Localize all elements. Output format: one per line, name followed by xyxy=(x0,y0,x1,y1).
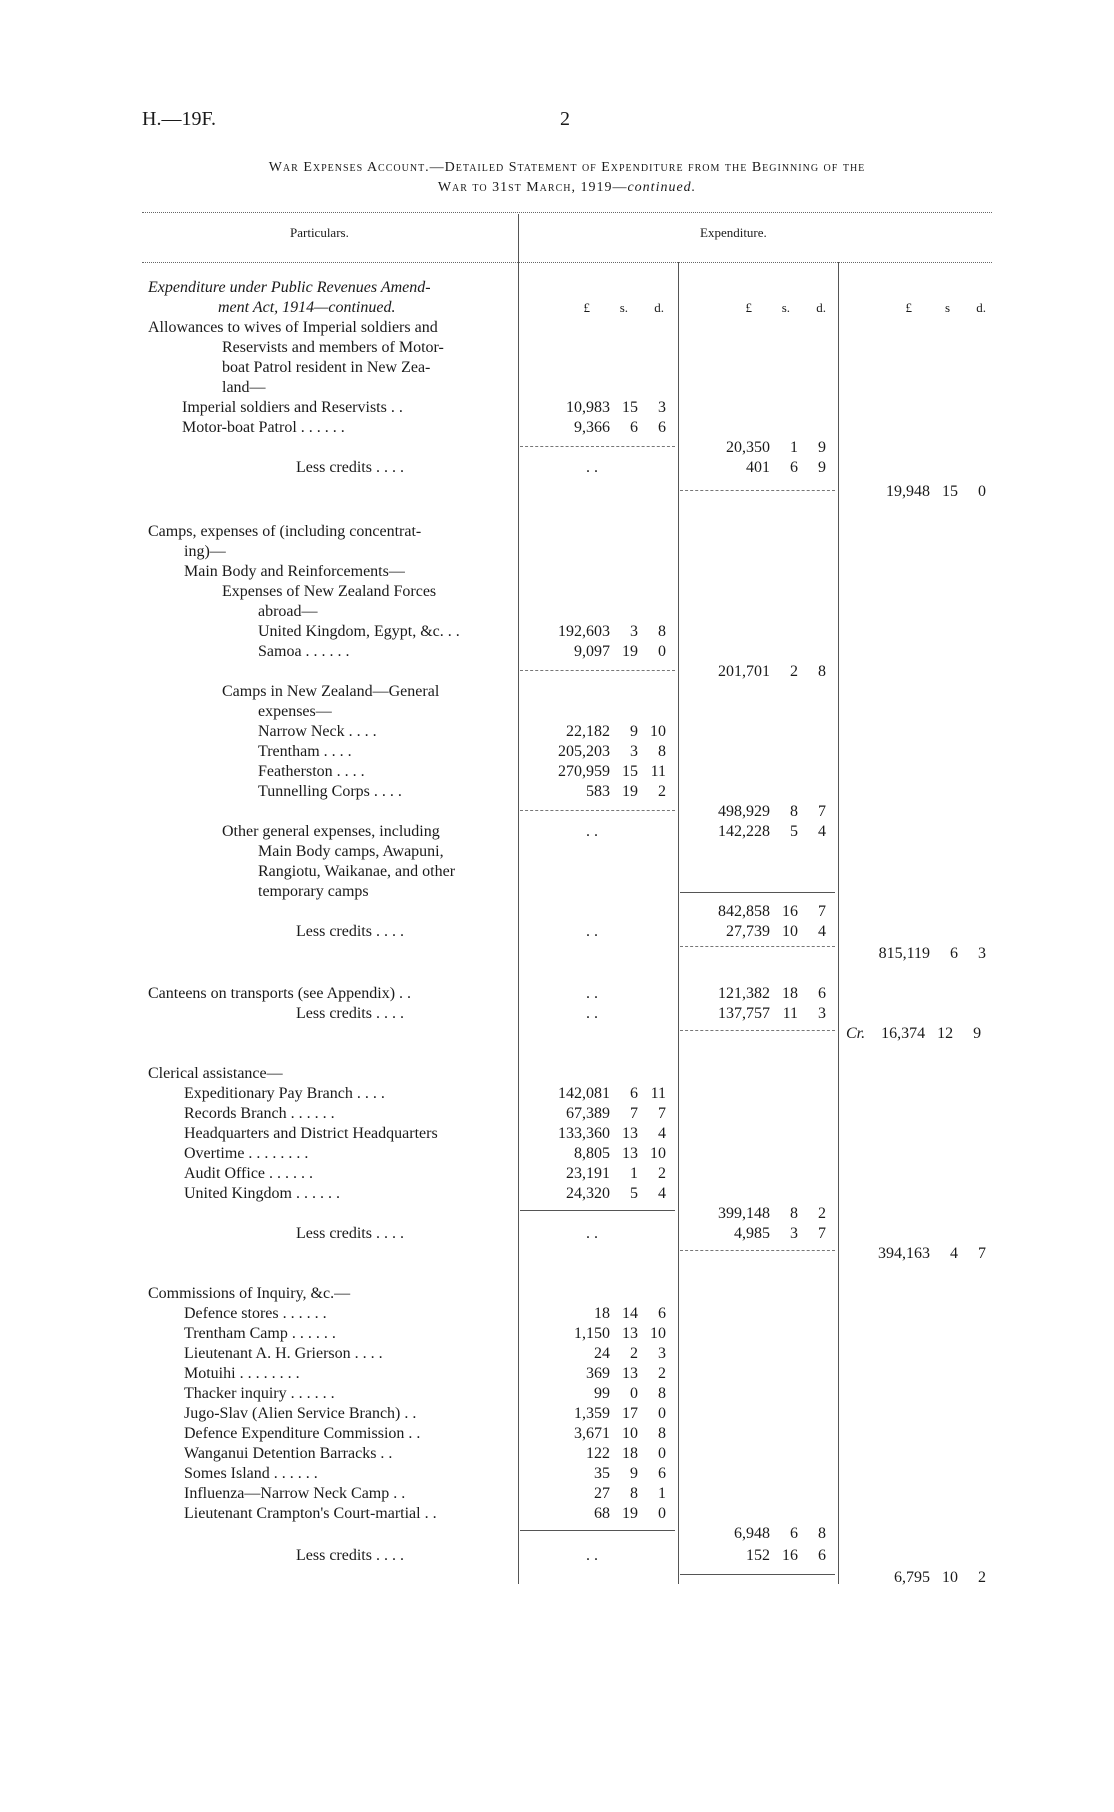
pence: 8 xyxy=(658,1385,666,1402)
item-label: expenses— xyxy=(258,703,332,720)
pounds: 270,959 xyxy=(558,763,610,780)
title-continued: continued. xyxy=(627,180,697,195)
amount xyxy=(530,1404,666,1424)
subtotal-rule xyxy=(680,1250,835,1251)
pence: 0 xyxy=(658,1405,666,1422)
subtotal-rule xyxy=(680,490,835,491)
item-label: Somes Island . . . . . . xyxy=(184,1465,318,1482)
pounds: 401 xyxy=(746,459,770,476)
pounds: 394,163 xyxy=(878,1245,930,1262)
pence: 6 xyxy=(658,419,666,436)
amount xyxy=(530,1124,666,1144)
pounds: 10,983 xyxy=(566,399,610,416)
shillings: 0 xyxy=(630,1385,638,1402)
pence-label: d. xyxy=(654,300,664,315)
pence: 11 xyxy=(650,763,666,780)
pence: 8 xyxy=(658,1425,666,1442)
pound-label: £ xyxy=(905,300,912,315)
pence: 9 xyxy=(818,459,826,476)
pence: 6 xyxy=(658,1305,666,1322)
amount xyxy=(530,1164,666,1184)
pence: 2 xyxy=(658,1365,666,1382)
pounds: 6,948 xyxy=(734,1525,770,1542)
amount xyxy=(690,662,826,682)
amount xyxy=(530,1084,666,1104)
amount xyxy=(530,622,666,642)
page-number: 2 xyxy=(560,108,570,130)
item-label: boat Patrol resident in New Zea- xyxy=(222,359,431,376)
amount xyxy=(690,902,826,922)
pence-label: d. xyxy=(976,300,986,315)
page-title xyxy=(142,158,992,198)
currency-header-col2 xyxy=(690,300,826,316)
pence: 6 xyxy=(658,1465,666,1482)
item-label: Lieutenant A. H. Grierson . . . . xyxy=(184,1345,383,1362)
net-amount xyxy=(850,1568,986,1588)
pence: 7 xyxy=(818,1225,826,1242)
pence-label: d. xyxy=(816,300,826,315)
shillings: 8 xyxy=(790,1205,798,1222)
item-label: Wanganui Detention Barracks . . xyxy=(184,1445,393,1462)
pounds: 192,603 xyxy=(558,623,610,640)
shillings: 19 xyxy=(622,1505,638,1522)
pounds: 201,701 xyxy=(718,663,770,680)
item-label: ing)— xyxy=(184,543,226,560)
pence: 3 xyxy=(658,1345,666,1362)
shillings: 13 xyxy=(622,1325,638,1342)
amount xyxy=(530,722,666,742)
section-heading: ment Act, 1914—continued. xyxy=(218,299,396,316)
subtotal-rule xyxy=(680,892,835,893)
column-divider-3 xyxy=(838,262,839,1584)
shillings: 15 xyxy=(622,763,638,780)
shillings: 19 xyxy=(622,783,638,800)
item-label: Featherston . . . . xyxy=(258,763,365,780)
net-amount xyxy=(850,482,986,502)
net-amount xyxy=(846,1024,981,1044)
pounds: 68 xyxy=(594,1505,610,1522)
pence: 10 xyxy=(650,1325,666,1342)
currency-header-col1 xyxy=(528,300,664,316)
amount xyxy=(690,1204,826,1224)
pence: 7 xyxy=(818,803,826,820)
less-credits-label: Less credits . . . . xyxy=(296,1225,404,1242)
pounds: 121,382 xyxy=(718,985,770,1002)
shillings: 12 xyxy=(937,1025,954,1042)
shillings: 6 xyxy=(630,1085,638,1102)
shillings: 15 xyxy=(942,483,958,500)
shillings: 4 xyxy=(950,1245,958,1262)
pounds: 20,350 xyxy=(726,439,770,456)
amount xyxy=(530,398,666,418)
shillings: 8 xyxy=(630,1485,638,1502)
table-top-rule xyxy=(142,212,992,213)
amount xyxy=(530,1504,666,1524)
pence: 10 xyxy=(650,723,666,740)
title-line-2 xyxy=(142,178,992,198)
empty-cell: . . xyxy=(586,823,598,840)
shillings: 16 xyxy=(782,903,798,920)
item-label: Influenza—Narrow Neck Camp . . xyxy=(184,1485,406,1502)
pounds: 4,985 xyxy=(734,1225,770,1242)
item-label: Trentham . . . . xyxy=(258,743,352,760)
item-label: United Kingdom . . . . . . xyxy=(184,1185,340,1202)
pounds: 152 xyxy=(746,1547,770,1564)
shillings: 10 xyxy=(622,1425,638,1442)
subtotal-rule xyxy=(520,446,675,447)
pounds: 22,182 xyxy=(566,723,610,740)
pounds: 8,805 xyxy=(574,1145,610,1162)
item-label: Rangiotu, Waikanae, and other xyxy=(258,863,456,880)
item-label: Jugo-Slav (Alien Service Branch) . . xyxy=(184,1405,417,1422)
shillings: 2 xyxy=(630,1345,638,1362)
pence: 0 xyxy=(978,483,986,500)
pence: 7 xyxy=(818,903,826,920)
shillings: 1 xyxy=(630,1165,638,1182)
pounds: 9,366 xyxy=(574,419,610,436)
amount xyxy=(530,1364,666,1384)
pounds: 24,320 xyxy=(566,1185,610,1202)
shillings: 18 xyxy=(782,985,798,1002)
empty-cell: . . xyxy=(586,923,598,940)
item-label: Overtime . . . . . . . . xyxy=(184,1145,309,1162)
shillings: 10 xyxy=(942,1569,958,1586)
pounds: 122 xyxy=(586,1445,610,1462)
pence: 6 xyxy=(818,1547,826,1564)
column-divider-1 xyxy=(518,214,519,1584)
empty-cell: . . xyxy=(586,1225,598,1242)
pence: 7 xyxy=(658,1105,666,1122)
subtotal-rule xyxy=(520,1210,675,1211)
subtotal-rule xyxy=(680,946,835,947)
pounds: 16,374 xyxy=(881,1025,926,1042)
item-label: Reservists and members of Motor- xyxy=(222,339,444,356)
pounds: 1,150 xyxy=(574,1325,610,1342)
amount xyxy=(530,418,666,438)
pounds: 815,119 xyxy=(878,945,930,962)
document-reference: H.—19F. xyxy=(142,108,216,130)
item-label: Expeditionary Pay Branch . . . . xyxy=(184,1085,385,1102)
item-label: Headquarters and District Headquarters xyxy=(184,1125,438,1142)
currency-header-col3 xyxy=(850,300,986,316)
shillings: 6 xyxy=(950,945,958,962)
subtotal-rule xyxy=(680,1574,835,1575)
item-label: Motuihi . . . . . . . . xyxy=(184,1365,300,1382)
amount xyxy=(690,438,826,458)
item-label: Samoa . . . . . . xyxy=(258,643,350,660)
less-credits-label: Less credits . . . . xyxy=(296,923,404,940)
item-label: Main Body camps, Awapuni, xyxy=(258,843,444,860)
less-credits-label: Less credits . . . . xyxy=(296,1005,404,1022)
pounds: 498,929 xyxy=(718,803,770,820)
title-line-1: War Expenses Account.—Detailed Statement of Expenditure from the Beginning of the xyxy=(268,160,866,175)
pence: 0 xyxy=(658,1445,666,1462)
amount xyxy=(530,1344,666,1364)
amount xyxy=(690,822,826,842)
item-label: Other general expenses, including xyxy=(222,823,440,840)
amount xyxy=(690,802,826,822)
pounds: 142,228 xyxy=(718,823,770,840)
title-line-2-text: War to 31st March, 1919— xyxy=(437,180,628,195)
subtotal-rule xyxy=(520,1530,675,1531)
amount xyxy=(690,1546,826,1566)
pound-label: £ xyxy=(583,300,590,315)
pence: 3 xyxy=(978,945,986,962)
pence: 10 xyxy=(650,1145,666,1162)
shillings: 2 xyxy=(790,663,798,680)
item-label: Lieutenant Crampton's Court-martial . . xyxy=(184,1505,437,1522)
pounds: 142,081 xyxy=(558,1085,610,1102)
pounds: 842,858 xyxy=(718,903,770,920)
item-label: Audit Office . . . . . . xyxy=(184,1165,314,1182)
item-label: Clerical assistance— xyxy=(148,1065,283,1082)
pounds: 399,148 xyxy=(718,1205,770,1222)
pence: 1 xyxy=(658,1485,666,1502)
pounds: 24 xyxy=(594,1345,610,1362)
amount xyxy=(530,1104,666,1124)
shilling-label: s xyxy=(944,300,950,315)
subtotal-rule xyxy=(520,670,675,671)
shillings: 19 xyxy=(622,643,638,660)
item-label: Motor-boat Patrol . . . . . . xyxy=(182,419,345,436)
shillings: 13 xyxy=(622,1365,638,1382)
item-label: Defence stores . . . . . . xyxy=(184,1305,327,1322)
less-credits-label: Less credits . . . . xyxy=(296,1547,404,1564)
shillings: 17 xyxy=(622,1405,638,1422)
pence: 8 xyxy=(658,743,666,760)
pence: 8 xyxy=(658,623,666,640)
empty-cell: . . xyxy=(586,985,598,1002)
amount xyxy=(690,1524,826,1544)
subtotal-rule xyxy=(680,1030,835,1031)
amount xyxy=(530,642,666,662)
amount xyxy=(690,922,826,942)
empty-cell: . . xyxy=(586,1005,598,1022)
particulars-column-header: Particulars. xyxy=(290,225,349,240)
shilling-label: s. xyxy=(781,300,790,315)
empty-cell: . . xyxy=(586,1547,598,1564)
pence: 0 xyxy=(658,1505,666,1522)
pounds: 9,097 xyxy=(574,643,610,660)
item-label: Thacker inquiry . . . . . . xyxy=(184,1385,335,1402)
shillings: 13 xyxy=(622,1125,638,1142)
amount xyxy=(690,458,826,478)
pence: 4 xyxy=(818,823,826,840)
amount xyxy=(530,1464,666,1484)
pounds: 18 xyxy=(594,1305,610,1322)
amount xyxy=(530,1484,666,1504)
pence: 2 xyxy=(658,1165,666,1182)
item-label: abroad— xyxy=(258,603,318,620)
subtotal-rule xyxy=(520,810,675,811)
item-label: Camps in New Zealand—General xyxy=(222,683,440,700)
shillings: 9 xyxy=(630,723,638,740)
pounds: 19,948 xyxy=(886,483,930,500)
shillings: 5 xyxy=(790,823,798,840)
pounds: 67,389 xyxy=(566,1105,610,1122)
shillings: 3 xyxy=(790,1225,798,1242)
pence: 6 xyxy=(818,985,826,1002)
item-label: Expenses of New Zealand Forces xyxy=(222,583,437,600)
amount xyxy=(530,762,666,782)
shillings: 10 xyxy=(782,923,798,940)
pounds: 133,360 xyxy=(558,1125,610,1142)
amount xyxy=(530,1324,666,1344)
pence: 8 xyxy=(818,1525,826,1542)
section-heading: Expenditure under Public Revenues Amend- xyxy=(148,279,431,296)
pence: 9 xyxy=(818,439,826,456)
amount xyxy=(690,984,826,1004)
pounds: 205,203 xyxy=(558,743,610,760)
amount xyxy=(690,1224,826,1244)
pence: 8 xyxy=(818,663,826,680)
shillings: 14 xyxy=(622,1305,638,1322)
shillings: 9 xyxy=(630,1465,638,1482)
shillings: 6 xyxy=(630,419,638,436)
expenditure-column-header: Expenditure. xyxy=(700,225,767,240)
shillings: 5 xyxy=(630,1185,638,1202)
pence: 2 xyxy=(818,1205,826,1222)
item-label: Tunnelling Corps . . . . xyxy=(258,783,402,800)
shillings: 6 xyxy=(790,459,798,476)
item-label: Narrow Neck . . . . xyxy=(258,723,377,740)
pence: 0 xyxy=(658,643,666,660)
pence: 3 xyxy=(658,399,666,416)
amount xyxy=(530,1444,666,1464)
item-label: Defence Expenditure Commission . . xyxy=(184,1425,421,1442)
amount xyxy=(530,782,666,802)
pounds: 3,671 xyxy=(574,1425,610,1442)
pence: 7 xyxy=(978,1245,986,1262)
item-label: land— xyxy=(222,379,266,396)
shillings: 3 xyxy=(630,623,638,640)
shillings: 6 xyxy=(790,1525,798,1542)
pounds: 27 xyxy=(594,1485,610,1502)
item-label: Canteens on transports (see Appendix) . . xyxy=(148,985,412,1002)
pence: 4 xyxy=(658,1185,666,1202)
pounds: 137,757 xyxy=(718,1005,770,1022)
pounds: 583 xyxy=(586,783,610,800)
amount xyxy=(530,1184,666,1204)
amount xyxy=(530,1424,666,1444)
shillings: 1 xyxy=(790,439,798,456)
shillings: 15 xyxy=(622,399,638,416)
pence: 9 xyxy=(973,1025,982,1042)
header-bottom-rule xyxy=(142,262,992,263)
pounds: 27,739 xyxy=(726,923,770,940)
item-label: Imperial soldiers and Reservists . . xyxy=(182,399,403,416)
amount xyxy=(530,1384,666,1404)
item-label: Records Branch . . . . . . xyxy=(184,1105,335,1122)
item-label: United Kingdom, Egypt, &c. . . xyxy=(258,623,460,640)
net-amount xyxy=(850,1244,986,1264)
pence: 2 xyxy=(658,783,666,800)
item-label: Camps, expenses of (including concentrat- xyxy=(148,523,422,540)
item-label: Allowances to wives of Imperial soldiers and xyxy=(148,319,438,336)
pounds: 99 xyxy=(594,1385,610,1402)
shillings: 3 xyxy=(630,743,638,760)
less-credits-label: Less credits . . . . xyxy=(296,459,404,476)
item-label: Commissions of Inquiry, &c.— xyxy=(148,1285,351,1302)
shillings: 7 xyxy=(630,1105,638,1122)
shillings: 8 xyxy=(790,803,798,820)
item-label: Main Body and Reinforcements— xyxy=(184,563,405,580)
shillings: 16 xyxy=(782,1547,798,1564)
pounds: 369 xyxy=(586,1365,610,1382)
net-amount xyxy=(850,944,986,964)
credit-marker: Cr. xyxy=(846,1025,866,1042)
pence: 11 xyxy=(650,1085,666,1102)
amount xyxy=(690,1004,826,1024)
shillings: 11 xyxy=(782,1005,798,1022)
pence: 4 xyxy=(658,1125,666,1142)
shillings: 13 xyxy=(622,1145,638,1162)
amount xyxy=(530,742,666,762)
empty-cell: . . xyxy=(586,459,598,476)
pounds: 1,359 xyxy=(574,1405,610,1422)
pence: 4 xyxy=(818,923,826,940)
shillings: 18 xyxy=(622,1445,638,1462)
item-label: Trentham Camp . . . . . . xyxy=(184,1325,336,1342)
pounds: 35 xyxy=(594,1465,610,1482)
pounds: 6,795 xyxy=(894,1569,930,1586)
amount xyxy=(530,1304,666,1324)
column-divider-2 xyxy=(678,262,679,1584)
pound-label: £ xyxy=(745,300,752,315)
item-label: temporary camps xyxy=(258,883,369,900)
amount xyxy=(530,1144,666,1164)
pounds: 23,191 xyxy=(566,1165,610,1182)
pence: 3 xyxy=(818,1005,826,1022)
shilling-label: s. xyxy=(619,300,628,315)
pence: 2 xyxy=(978,1569,986,1586)
